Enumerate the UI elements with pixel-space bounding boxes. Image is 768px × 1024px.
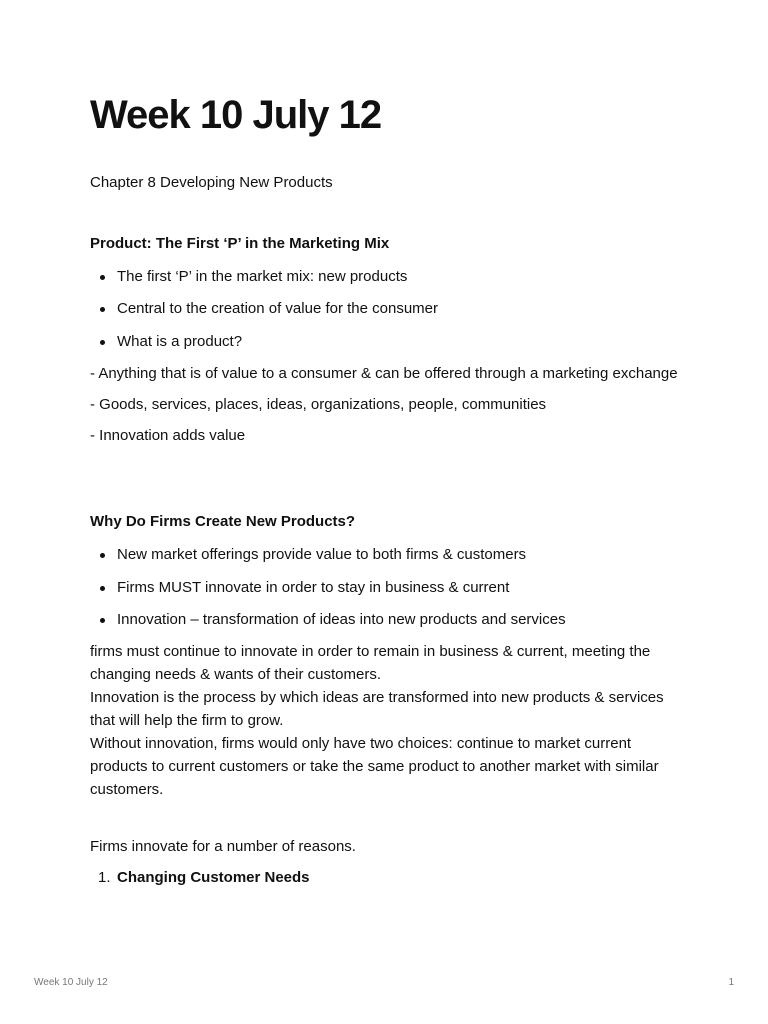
list-item — [90, 330, 690, 353]
bullet-list — [90, 265, 690, 353]
page-number: 1 — [728, 977, 734, 988]
section-heading: Why Do Firms Create New Products? — [90, 513, 356, 530]
list-item-text: Innovation – transformation of ideas into new products and services — [117, 611, 566, 628]
bullet-list — [90, 543, 690, 631]
section-reasons — [90, 835, 690, 889]
chapter-subtitle: Chapter 8 Developing New Products — [90, 174, 333, 191]
dash-line: - Goods, services, places, ideas, organizations, people, communities — [90, 396, 547, 413]
list-item-text: Firms MUST innovate in order to stay in business & current — [117, 579, 510, 596]
paragraph: Innovation is the process by which ideas are transformed into new products & services that will help the firm to grow. — [90, 689, 664, 729]
list-item — [90, 265, 690, 288]
section-product — [90, 232, 690, 447]
list-item — [90, 543, 690, 566]
footer-title: Week 10 July 12 — [34, 977, 108, 988]
bullet-icon — [100, 307, 105, 312]
numbered-list-item — [90, 866, 690, 889]
bullet-icon — [100, 586, 105, 591]
bullet-icon — [100, 275, 105, 280]
list-item — [90, 297, 690, 320]
dash-line: - Anything that is of value to a consumer & can be offered through a marketing exchange — [90, 365, 678, 382]
dash-line: - Innovation adds value — [90, 427, 246, 444]
bullet-icon — [100, 618, 105, 623]
intro-text: Firms innovate for a number of reasons. — [90, 838, 356, 855]
list-item-text: New market offerings provide value to both firms & customers — [117, 546, 527, 563]
paragraph: Without innovation, firms would only have two choices: continue to market current products to current customers or take the same product to another market with similar customers. — [90, 735, 659, 798]
list-item — [90, 576, 690, 599]
section-why-firms — [90, 510, 690, 801]
list-item-text: Changing Customer Needs — [117, 869, 310, 886]
paragraph: firms must continue to innovate in order to remain in business & current, meeting the changing needs & wants of their customers. — [90, 643, 651, 683]
list-item-text: The first ‘P’ in the market mix: new products — [117, 268, 408, 285]
bullet-icon — [100, 340, 105, 345]
bullet-icon — [100, 553, 105, 558]
list-item — [90, 608, 690, 631]
list-item-text: Central to the creation of value for the consumer — [117, 300, 439, 317]
list-number: 1. — [98, 869, 111, 886]
list-item-text: What is a product? — [117, 333, 243, 350]
page-title: Week 10 July 12 — [90, 93, 382, 137]
section-heading: Product: The First ‘P’ in the Marketing Mix — [90, 235, 390, 252]
